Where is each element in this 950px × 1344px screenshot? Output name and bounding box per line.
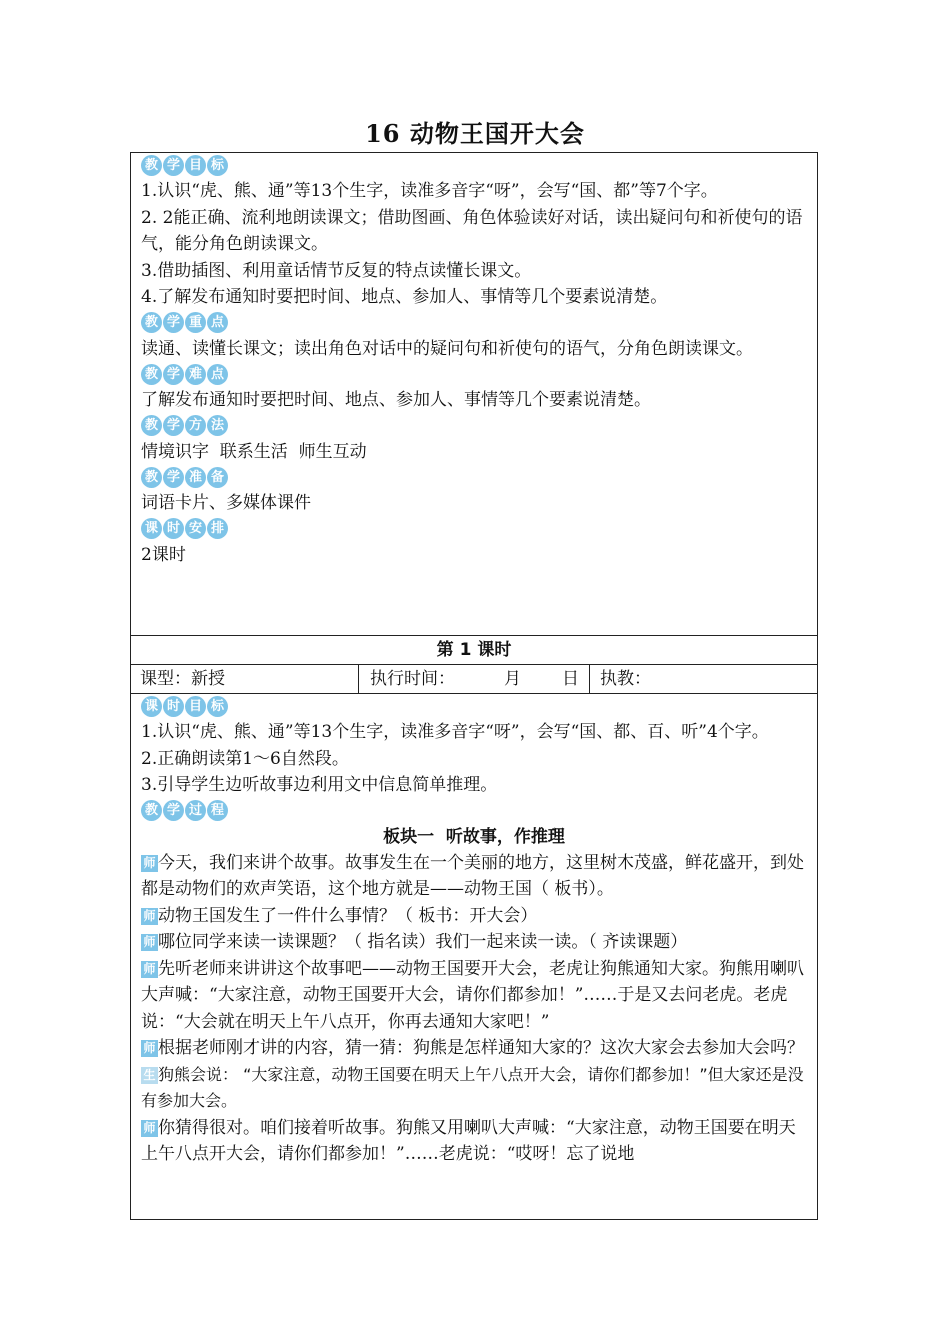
teacher-tag: 师: [141, 908, 158, 925]
lesson-goal-item: 2.正确朗读第1～6自然段。: [141, 748, 349, 769]
badge-teaching-process: 教 学 过 程: [141, 800, 807, 822]
lesson-plan-table: [130, 152, 818, 1220]
dialogue-paragraph: 师 你猜得很对。咱们接着听故事。狗熊又用喇叭大声喊：“大家注意，动物王国要在明天上午八点开大会，请你们都参加！”……老虎说：“哎呀！忘了说地: [141, 1117, 796, 1164]
teacher-tag: 师: [141, 961, 158, 978]
badge-preparation: 教 学 准 备: [141, 466, 807, 488]
block-title: 板块一 听故事，作推理: [383, 826, 565, 847]
lesson-type: 课型：新授: [140, 669, 225, 689]
goal-item: 2. 2能正确、流利地朗读课文；借助图画、角色体验读好对话，读出疑问句和祈使句的语气，能分角色朗读课文。: [141, 207, 803, 254]
dialogue-paragraph: 师 今天，我们来讲个故事。故事发生在一个美丽的地方，这里树木茂盛，鲜花盛开，到处都是动物们的欢声笑语，这个地方就是——动物王国（ 板书）。: [141, 852, 804, 899]
badge-schedule: 课 时 安 排: [141, 518, 807, 540]
teacher-label: 执教：: [600, 669, 651, 689]
teacher-tag: 师: [141, 1040, 158, 1057]
student-tag: 生: [141, 1067, 158, 1084]
page-title: 16 动物王国开大会: [365, 119, 585, 148]
difficulty-text: 了解发布通知时要把时间、地点、参加人、事情等几个要素说清楚。: [141, 390, 651, 410]
goal-item: 3.借助插图、利用童话情节反复的特点读懂长课文。: [141, 260, 532, 281]
badge-difficulty: 教 学 难 点: [141, 363, 807, 385]
lesson-goal-item: 3.引导学生边听故事边利用文中信息简单推理。: [141, 775, 498, 795]
badge-method: 教 学 方 法: [141, 415, 807, 437]
lesson-body: [131, 694, 817, 1220]
goal-item: 4.了解发布通知时要把时间、地点、参加人、事情等几个要素说清楚。: [141, 287, 668, 307]
goal-item: 1.认识“虎、熊、通”等13个生字，读准多音字“呀”，会写“国、都”等7个字。: [141, 181, 718, 201]
teacher-tag: 师: [141, 855, 158, 872]
badge-lesson-goals: 课 时 目 标: [141, 695, 807, 717]
dialogue-paragraph: 生 狗熊会说： “大家注意，动物王国要在明天上午八点开大会，请你们都参加！”但大家还是没有参加大会。: [141, 1064, 804, 1110]
method-text: 情境识字 联系生活 师生互动: [141, 441, 367, 462]
preparation-text: 词语卡片、多媒体课件: [141, 493, 311, 513]
key-points-text: 读通、读懂长课文；读出角色对话中的疑问句和祈使句的语气，分角色朗读课文。: [141, 338, 753, 359]
divider: [589, 665, 590, 693]
lesson-info-row: [131, 665, 817, 693]
execution-time-label: 执行时间：: [370, 669, 455, 689]
dialogue-paragraph: 师 根据老师刚才讲的内容，猜一猜：狗熊是怎样通知大家的？这次大家会去参加大会吗？: [141, 1035, 807, 1062]
dialogue-paragraph: 师 哪位同学来读一读课题？（ 指名读）我们一起来读一读。（ 齐读课题）: [141, 929, 807, 956]
badge-teaching-goals: 教 学 目 标: [141, 154, 807, 176]
teacher-tag: 师: [141, 934, 158, 951]
dialogue-paragraph: 师 动物王国发生了一件什么事情？（ 板书：开大会）: [141, 903, 807, 930]
lesson-goal-item: 1.认识“虎、熊、通”等13个生字，读准多音字“呀”，会写“国、都、百、听”4个字。: [141, 722, 769, 742]
day-label: 日: [562, 669, 579, 689]
schedule-text: 2课时: [141, 544, 186, 565]
overview-section: [131, 153, 817, 635]
divider: [358, 665, 359, 693]
month-label: 月: [504, 669, 521, 689]
teacher-tag: 师: [141, 1120, 158, 1137]
lesson-header: 第 1 课时: [436, 640, 512, 660]
dialogue-paragraph: 师 先听老师来讲讲这个故事吧——动物王国要开大会，老虎让狗熊通知大家。狗熊用喇叭大声喊：“大家注意，动物王国要开大会，请你们都参加！”……于是又去问老虎。老虎说：“大会就在明天上午八点开，你再去通知大家吧！”: [141, 958, 804, 1032]
badge-key-points: 教 学 重 点: [141, 312, 807, 334]
